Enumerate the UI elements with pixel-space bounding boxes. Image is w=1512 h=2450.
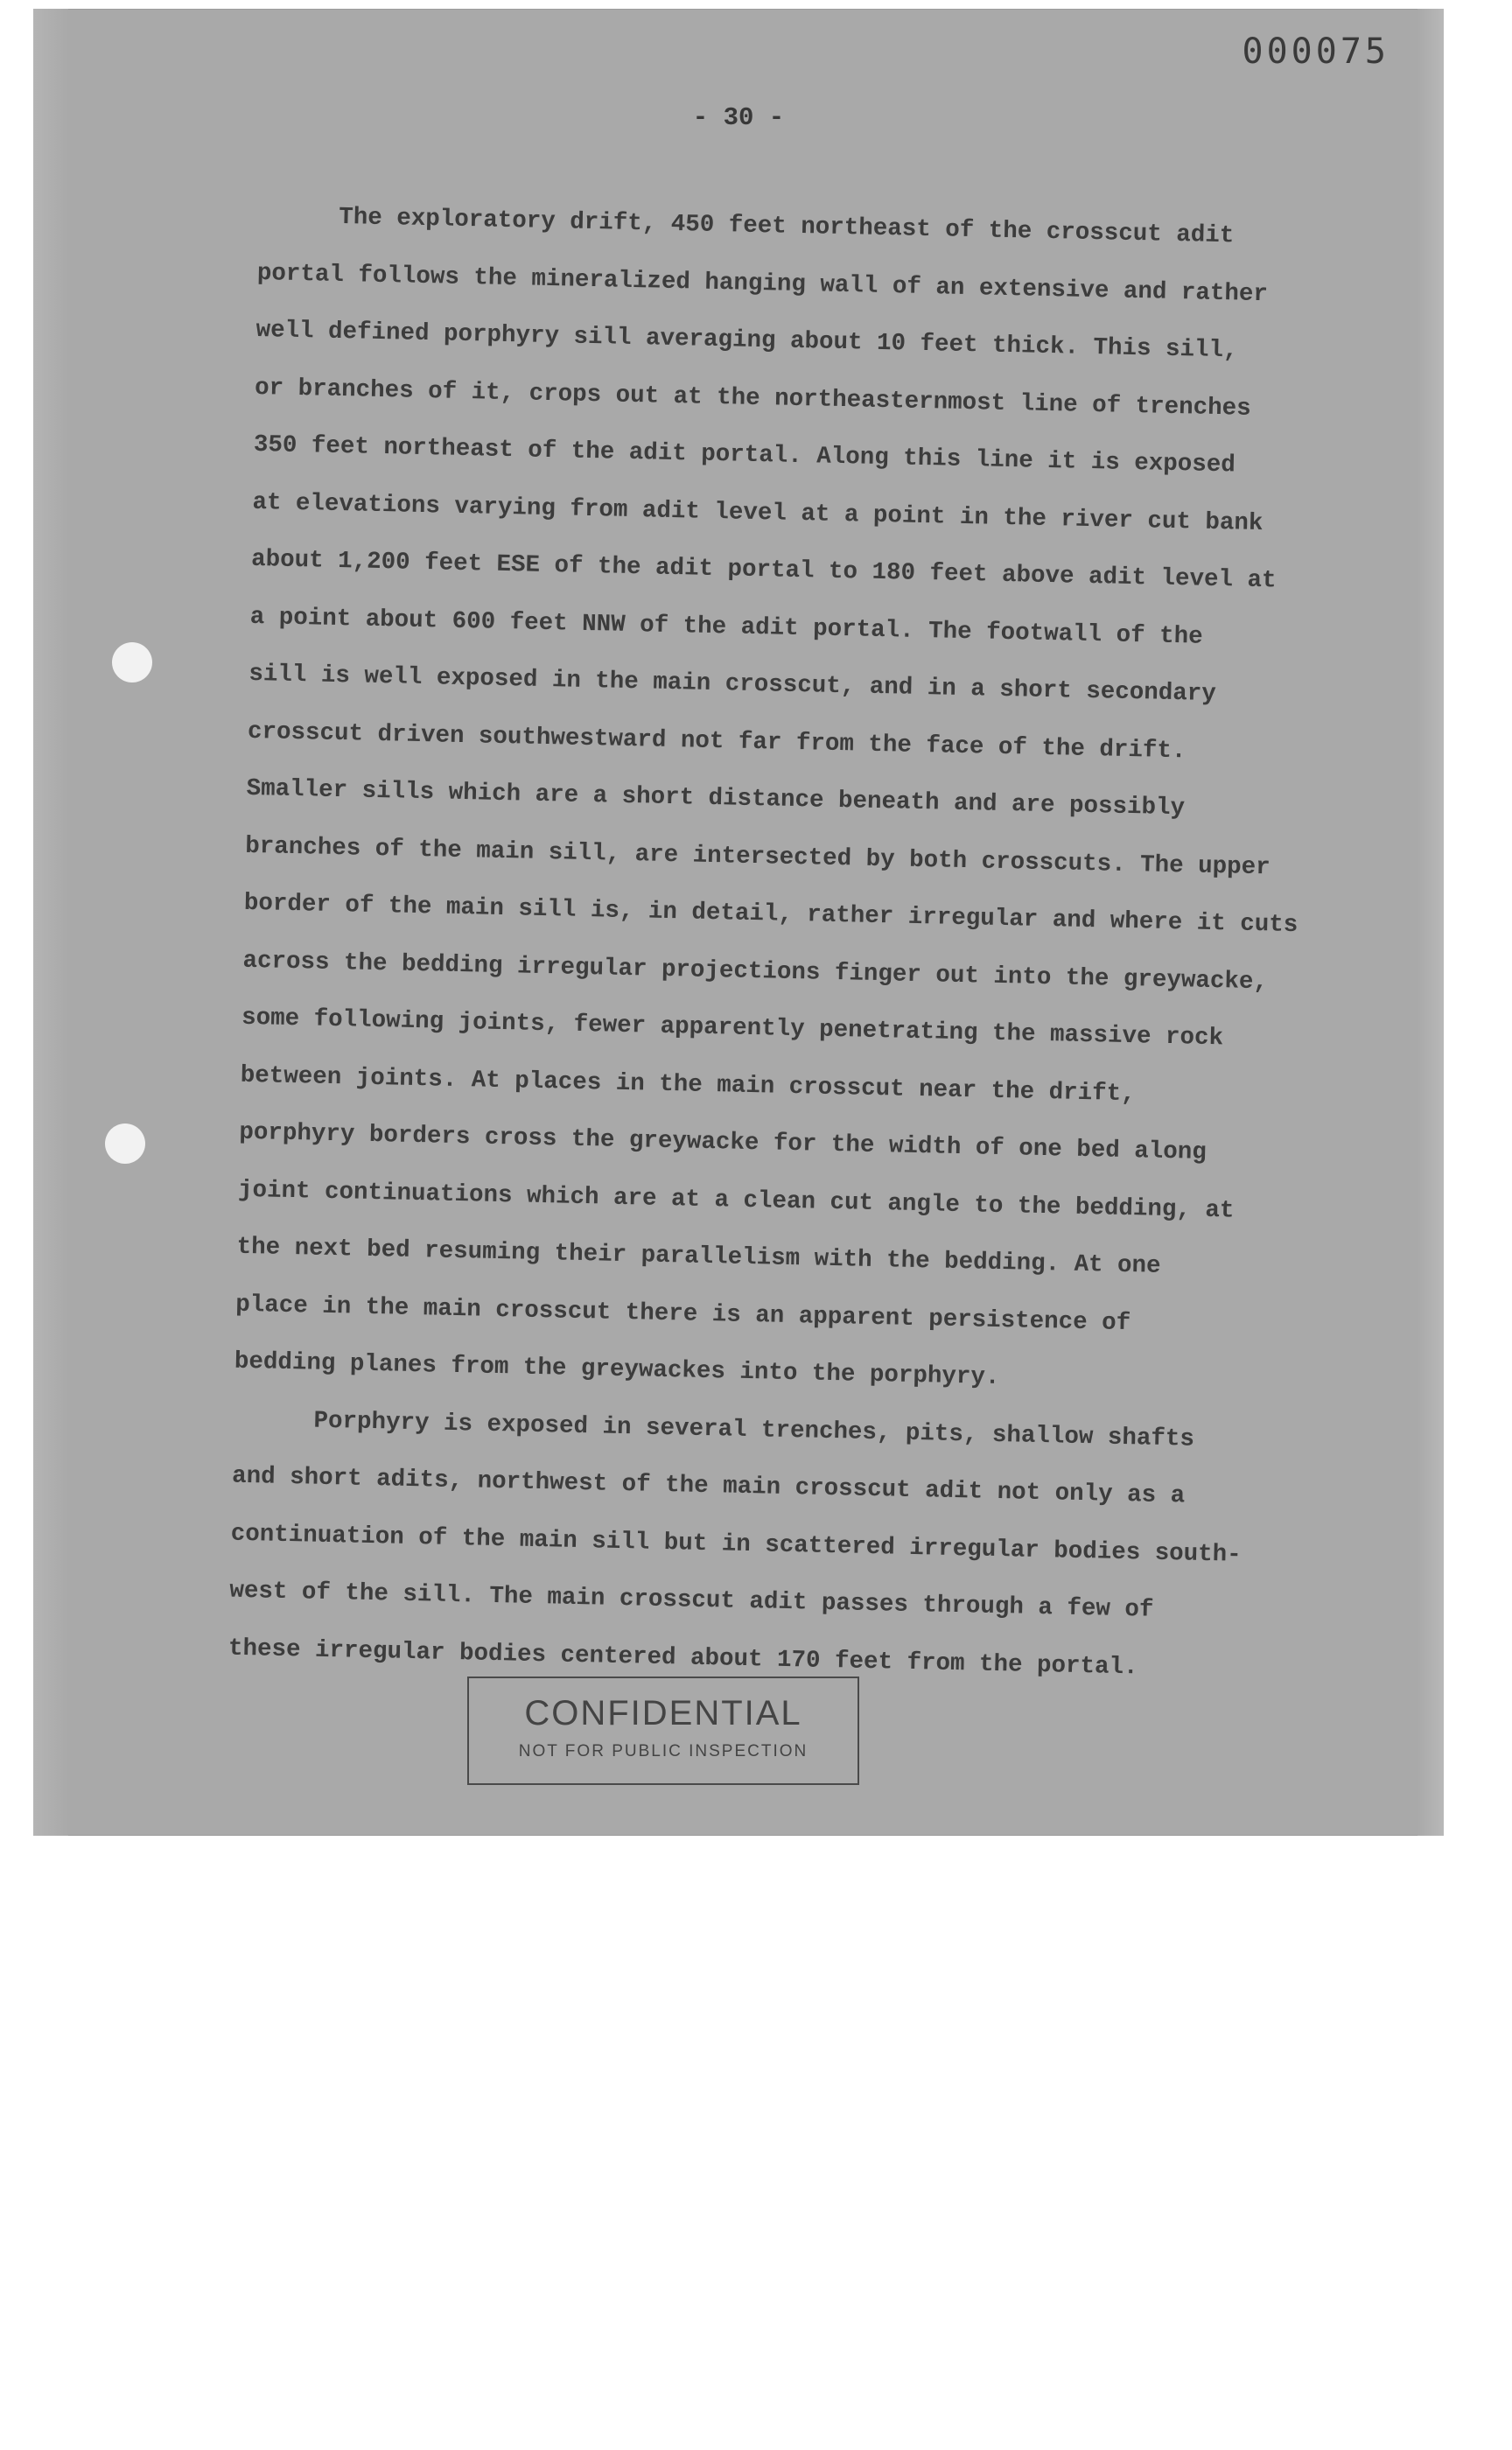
text-line: joint continuations which are at a clean cut angle to the bedding, at [237,1176,1235,1225]
scanned-page [33,9,1444,1836]
document-number: 000075 [1242,32,1390,72]
text-line: porphyry borders cross the greywacke for the width of one bed along [239,1118,1208,1166]
text-line: continuation of the main sill but in scattered irregular bodies south- [230,1520,1242,1569]
scan-shadow-left [33,9,68,1836]
punch-hole [105,1124,145,1164]
text-line: Smaller sills which are a short distance beneath and are possibly [246,774,1186,822]
text-line: well defined porphyry sill averaging about 10 feet thick. This sill, [256,316,1238,365]
text-line: sill is well exposed in the main crosscut, and in a short secondary [248,660,1217,709]
text-line: or branches of it, crops out at the northeasternmost line of trenches [254,374,1251,423]
text-line: between joints. At places in the main crosscut near the drift, [240,1061,1137,1108]
text-line: at elevations varying from adit level at a point in the river cut bank [252,488,1264,537]
confidential-stamp [467,1676,859,1785]
text-line: these irregular bodies centered about 170 feet from the portal. [228,1634,1138,1681]
page-number: - 30 - [692,103,785,132]
text-line: place in the main crosscut there is an apparent persistence of [234,1291,1131,1337]
text-line: bedding planes from the greywackes into the porphyry. [234,1348,1000,1392]
text-line: a point about 600 feet NNW of the adit portal. The footwall of the [249,603,1203,651]
text-line: Porphyry is exposed in several trenches, pits, shallow shafts [313,1407,1195,1453]
text-line: some following joints, fewer apparently penetrating the massive rock [241,1004,1224,1053]
text-line: The exploratory drift, 450 feet northeast of the crosscut adit [338,203,1235,250]
text-line: 350 feet northeast of the adit portal. Along this line it is exposed [253,430,1236,480]
text-line: and short adits, northwest of the main crosscut adit not only as a [231,1462,1186,1510]
text-line: crosscut driven southwestward not far from the face of the drift. [247,718,1186,765]
scan-shadow-right [1418,9,1444,1836]
punch-hole [112,642,152,682]
text-line: branches of the main sill, are intersected by both crosscuts. The upper [244,832,1271,881]
body-text [228,187,1352,1700]
text-line: the next bed resuming their parallelism with the bedding. At one [236,1233,1161,1280]
text-line: west of the sill. The main crosscut adit passes through a few of [229,1577,1154,1624]
text-line: portal follows the mineralized hanging wall of an extensive and rather [256,259,1269,308]
text-line: border of the main sill is, in detail, rather irregular and where it cuts [243,889,1298,940]
text-line: about 1,200 feet ESE of the adit portal to 180 feet above adit level at [250,545,1277,595]
text-line: across the bedding irregular projections finger out into the greywacke, [242,947,1269,996]
stamp-title: CONFIDENTIAL [524,1694,802,1732]
stamp-subtitle: NOT FOR PUBLIC INSPECTION [518,1742,808,1760]
